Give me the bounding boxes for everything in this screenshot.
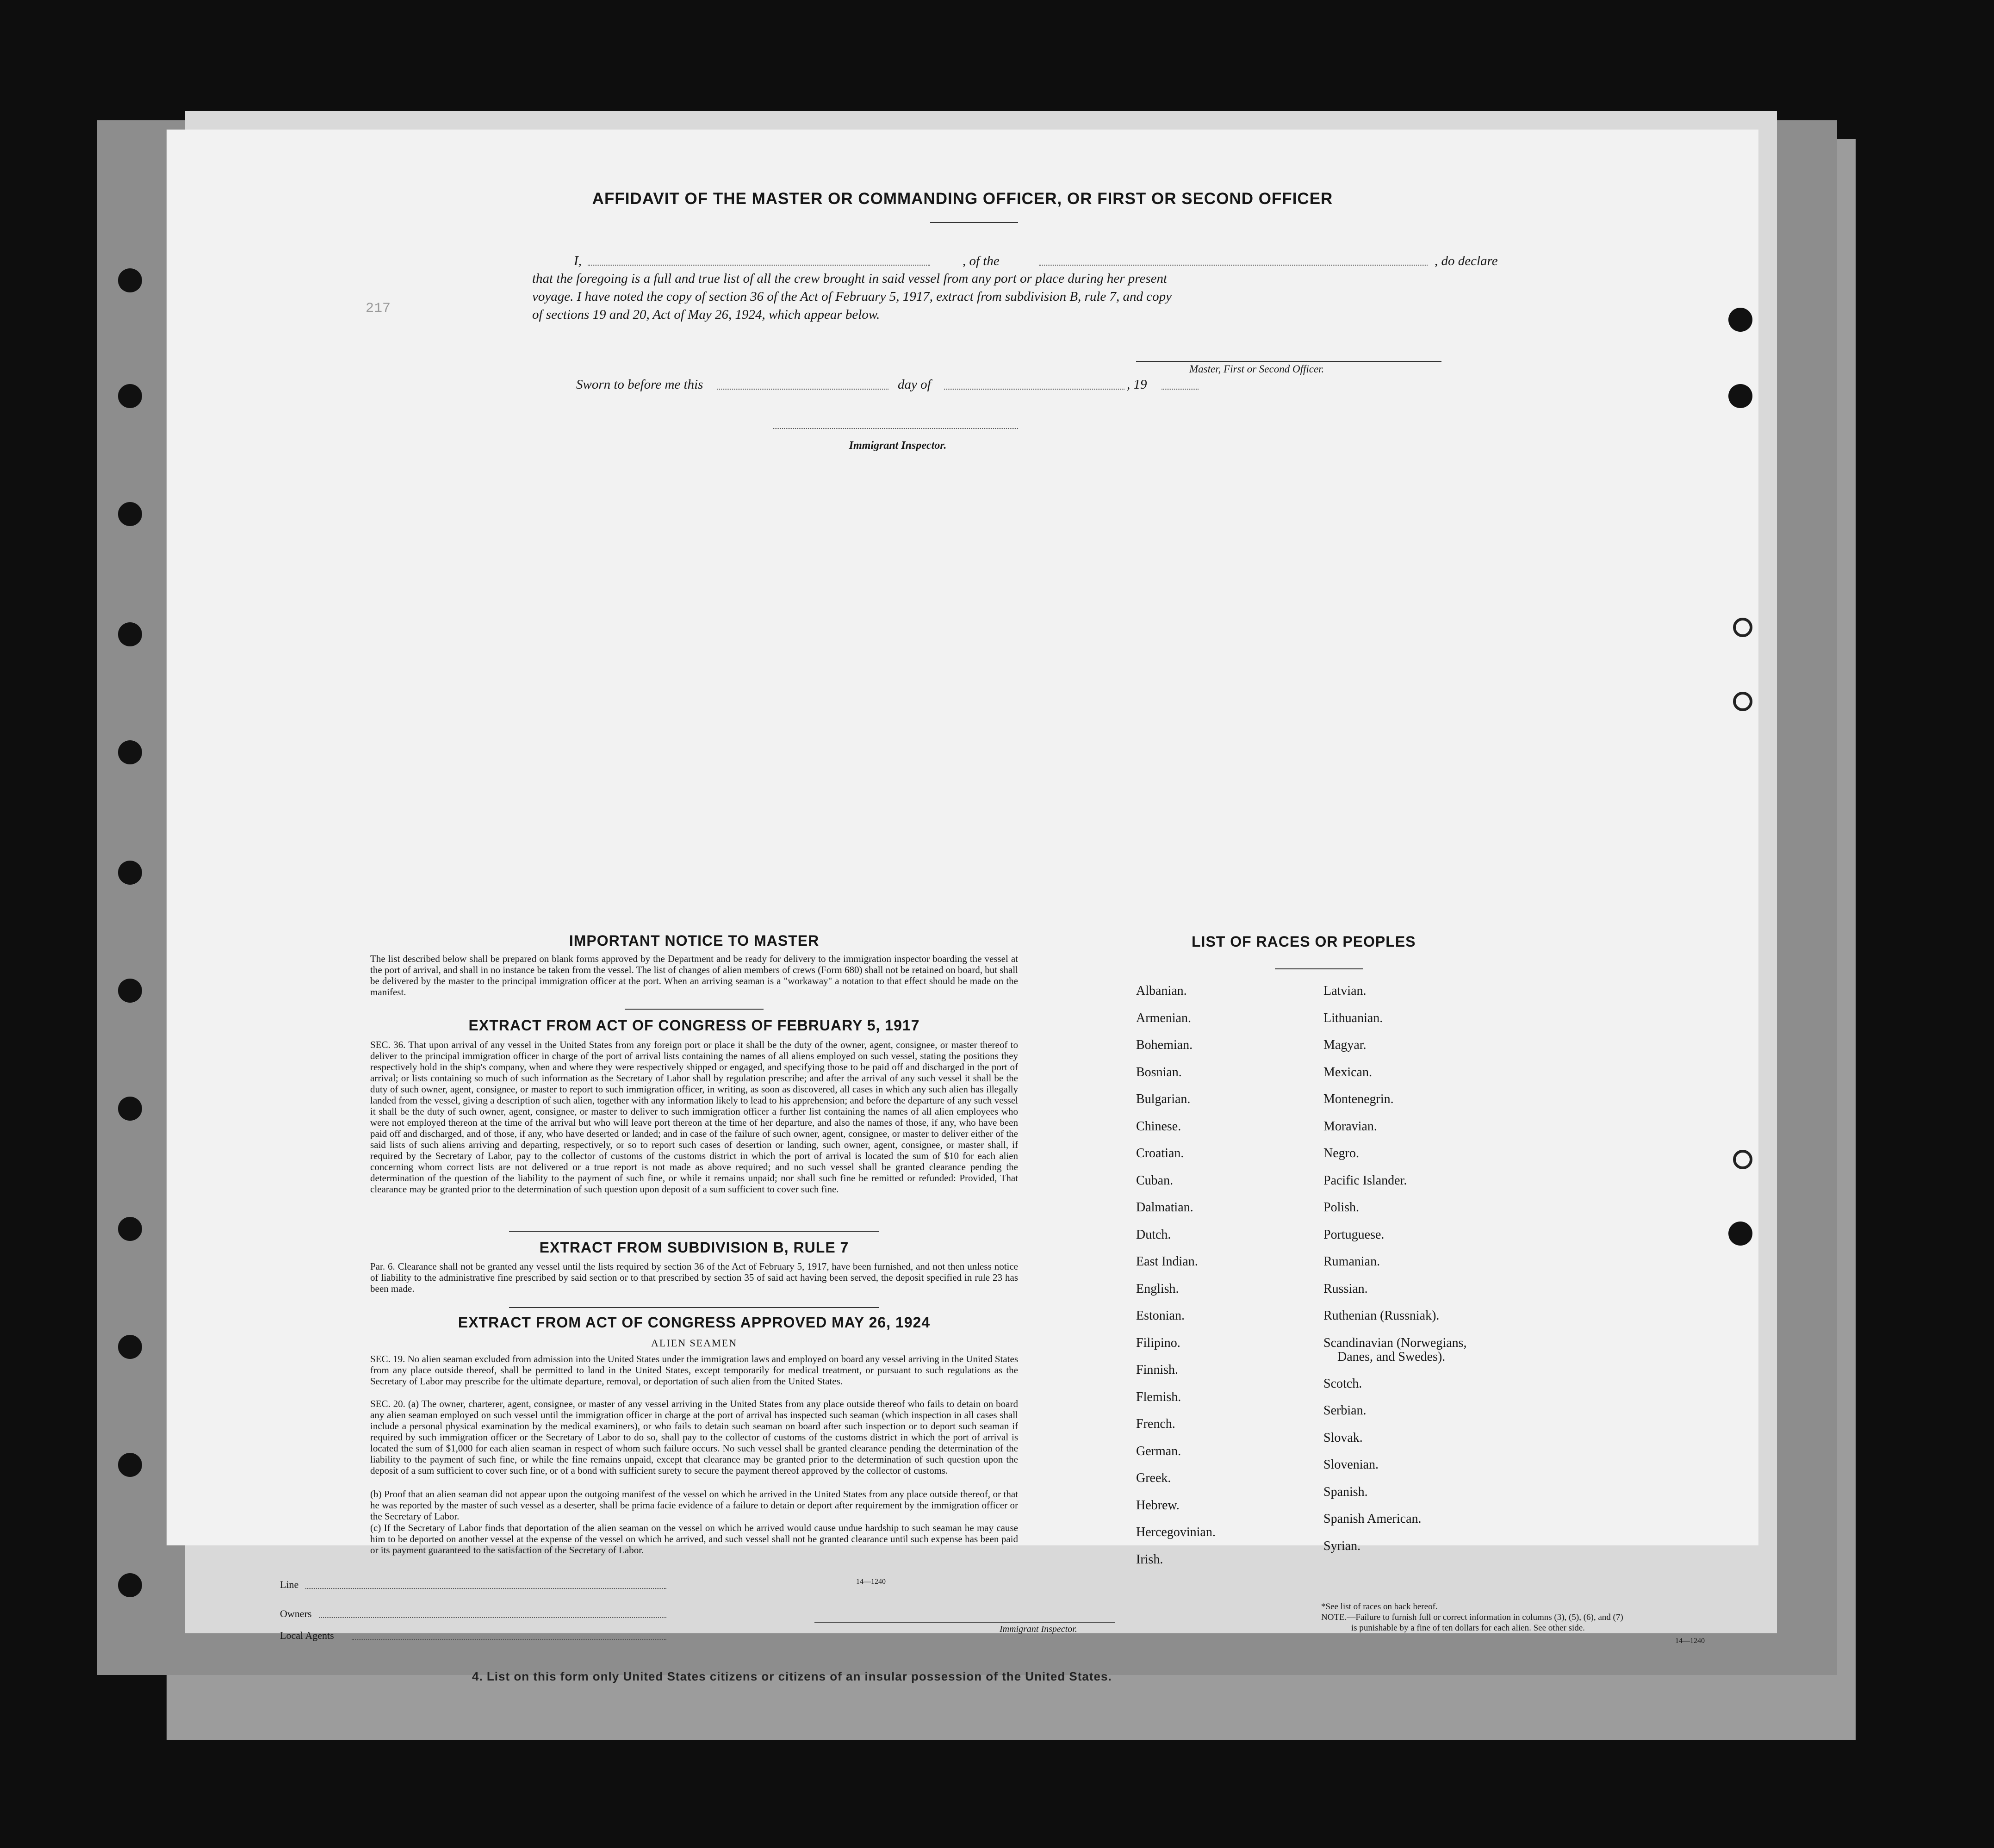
- race-item: Armenian.: [1136, 1011, 1191, 1025]
- extract-rule7-rule: [509, 1307, 879, 1308]
- race-item: English.: [1136, 1281, 1179, 1296]
- punch-hole: [118, 979, 142, 1003]
- extract-1917-body: SEC. 36. That upon arrival of any vessel in the United States from any foreign port or place it shall be the duty of the owner, agent, consignee, or master thereof to deliver to the principal immigration officer in charge of the port of arrival lists containing the names of all aliens employed on such vessel, stating the positions they respectively hold in the ship's company, when and where they were respectively shipped or engaged, and specifying those to be paid off and discharged in the port of arrival; or lists containing so much of such information as the Secretary of Labor shall by regulation prescribe; and after the arrival of any such vessel it shall be the duty of such owner, agent, consignee, or master to report to such immigration officer, in writing, as soon as discovered, all cases in which any such alien has illegally landed from the vessel, giving a description of such alien, together with any information likely to lead to his apprehension; and before the departure of any such vessel it shall be the duty of such owner, agent, consignee, or master to deliver to such immigration officer a further list containing the names of all alien employees who were not employed thereon at the time of the arrival but who will leave port thereon at the time of her departure, and also the names of those, if any, who have been paid off and discharged, and of those, if any, who have deserted or landed; and in case of the failure of such owner, agent, consignee, or master to deliver either of the said lists of such aliens arriving and departing, respectively, or so to report such cases of desertion or landing, such owner, agent, consignee, or master shall, if required by the Secretary of Labor, pay to the collector of customs of the customs district in which the port of arrival is located the sum of $10 for each alien concerning whom correct lists are not delivered or a true report is not made as above required; and no such vessel shall be granted clearance pending the determination of the question of the liability to the payment of such fine, or while it remains unpaid; nor shall such fine be remitted or refunded: Provided, That clearance may be granted prior to the determination of such question upon deposit of a sum sufficient to cover such fine.: [370, 1039, 1018, 1195]
- sworn-prefix: Sworn to before me this: [576, 377, 703, 392]
- race-item: Bosnian.: [1136, 1065, 1182, 1079]
- race-item: Chinese.: [1136, 1119, 1181, 1134]
- race-item: Estonian.: [1136, 1308, 1185, 1323]
- sworn-year-field: [1162, 389, 1199, 390]
- race-item: Hebrew.: [1136, 1498, 1180, 1513]
- race-item: Irish.: [1136, 1552, 1163, 1567]
- race-item: Hercegovinian.: [1136, 1525, 1216, 1539]
- affidavit-i: I,: [574, 254, 582, 268]
- race-item: Latvian.: [1323, 984, 1367, 998]
- race-item: Spanish.: [1323, 1484, 1368, 1499]
- race-item: Flemish.: [1136, 1389, 1181, 1404]
- race-item: Polish.: [1323, 1200, 1360, 1215]
- race-item: Croatian.: [1136, 1146, 1184, 1160]
- race-item: Danes, and Swedes).: [1337, 1349, 1446, 1364]
- sworn-day-of: day of: [898, 377, 931, 392]
- underlying-form-number: 14—1240: [1675, 1637, 1705, 1645]
- affidavit-of-the: , of the: [963, 254, 1000, 268]
- notice-rule: [625, 1009, 764, 1010]
- punch-hole: [118, 861, 142, 885]
- alien-seamen-subtitle: ALIEN SEAMEN: [651, 1337, 737, 1349]
- officer-name-field: [588, 265, 930, 266]
- failure-note-cont: is punishable by a fine of ten dollars for each alien. See other side.: [1351, 1623, 1585, 1633]
- race-item: Ruthenian (Russniak).: [1323, 1308, 1440, 1323]
- punch-hole: [118, 740, 142, 764]
- race-item: Scotch.: [1323, 1376, 1362, 1391]
- race-item: Magyar.: [1323, 1038, 1367, 1052]
- extract-rule7-body: Par. 6. Clearance shall not be granted any vessel until the lists required by section 36 of the Act of February 5, 1917, have been furnished, and not then unless notice of liability to the administrative fine prescribed by said section or to that prescribed by section 35 of said act having been served, the deposit specified in rule 23 has been made.: [370, 1261, 1018, 1294]
- punch-hole: [118, 1097, 142, 1121]
- race-item: Bohemian.: [1136, 1038, 1193, 1052]
- race-item: Slovenian.: [1323, 1457, 1379, 1472]
- punch-hole: [1733, 692, 1752, 711]
- sworn-day-field: [717, 389, 888, 390]
- punch-hole: [118, 502, 142, 526]
- section-20c: (c) If the Secretary of Labor finds that deportation of the alien seaman on the vessel on which he arrived would cause undue hardship to such seaman he may cause him to be deported on another vessel at the expense of the vessel on which he arrived, and such vessel shall not be granted clearance until such expense has been paid or its payment guaranteed to the satisfaction of the Secretary of Labor.: [370, 1522, 1018, 1556]
- owners-label: Owners: [280, 1608, 312, 1619]
- citizens-instruction: 4. List on this form only United States citizens or citizens of an insular possession of the United States.: [472, 1669, 1112, 1683]
- race-item: Moravian.: [1323, 1119, 1377, 1134]
- race-item: Serbian.: [1323, 1403, 1367, 1418]
- race-item: Negro.: [1323, 1146, 1359, 1160]
- race-item: Syrian.: [1323, 1538, 1361, 1553]
- punch-hole: [1728, 308, 1752, 332]
- race-item: Pacific Islander.: [1323, 1173, 1407, 1188]
- race-item: Dalmatian.: [1136, 1200, 1193, 1215]
- local-agents-field: [352, 1639, 666, 1640]
- punch-hole: [118, 1573, 142, 1597]
- punch-hole: [1733, 1150, 1752, 1169]
- race-item: Montenegrin.: [1323, 1092, 1394, 1106]
- race-item: German.: [1136, 1444, 1181, 1458]
- race-item: Slovak.: [1323, 1430, 1363, 1445]
- section-19: SEC. 19. No alien seaman excluded from admission into the United States under the immigration laws and employed on board any vessel arriving in the United States from any place outside thereof, shall be permitted to land in the United States, except temporarily for medical treatment, or pursuant to such regulations as the Secretary of Labor may prescribe for the ultimate departure, removal, or deportation of such alien from the United States.: [370, 1353, 1018, 1387]
- vessel-name-field: [1039, 265, 1428, 266]
- races-note: *See list of races on back hereof.: [1321, 1602, 1438, 1612]
- extract-1924-title: EXTRACT FROM ACT OF CONGRESS APPROVED MAY 26, 1924: [458, 1314, 931, 1331]
- handwritten-page-number: 217: [366, 301, 391, 316]
- affidavit-title: AFFIDAVIT OF THE MASTER OR COMMANDING OFFICER, OR FIRST OR SECOND OFFICER: [592, 190, 1333, 208]
- section-20a: SEC. 20. (a) The owner, charterer, agent, consignee, or master of any vessel arriving in the United States from any place outside thereof who fails to detain on board any alien seaman employed on such vessel until the immigration officer in charge at the port of arrival has inspected such seaman (which inspection in all cases shall include a personal physical examination by the medical examiners), or who fails to detain such seaman on board after such inspection or to deport such seaman if required by such immigration officer or the Secretary of Labor to do so, shall pay to the collector of customs of the customs district in which the port of arrival is located the sum of $1,000 for each alien seaman in respect of whom such failure occurs. No such vessel shall be granted clearance pending the determination of the liability to the payment of such fine, or while the fine remains unpaid, except that clearance may be granted prior to the determination of such question upon the deposit of a sum sufficient to cover such fine, or of a bond with sufficient surety to secure the payment thereof approved by the collector of customs.: [370, 1398, 1018, 1476]
- punch-hole: [118, 268, 142, 292]
- inspector-caption: Immigrant Inspector.: [849, 440, 947, 452]
- affidavit-line-4: of sections 19 and 20, Act of May 26, 1924, which appear below.: [532, 307, 880, 322]
- race-item: Cuban.: [1136, 1173, 1174, 1188]
- race-item: Spanish American.: [1323, 1512, 1422, 1526]
- race-item: Russian.: [1323, 1281, 1368, 1296]
- punch-hole: [1728, 384, 1752, 408]
- line-field: [305, 1588, 666, 1589]
- sworn-year: , 19: [1127, 377, 1147, 392]
- master-signature-caption: Master, First or Second Officer.: [1189, 363, 1324, 375]
- race-item: Albanian.: [1136, 984, 1187, 998]
- races-column-1: [1136, 978, 1216, 1573]
- race-item: Rumanian.: [1323, 1254, 1380, 1269]
- inspector-signature-line: [773, 428, 1018, 429]
- notice-title: IMPORTANT NOTICE TO MASTER: [569, 932, 820, 949]
- punch-hole: [118, 1453, 142, 1477]
- race-item: Lithuanian.: [1323, 1011, 1383, 1025]
- races-rule: [1275, 968, 1363, 969]
- sworn-month-field: [944, 389, 1124, 390]
- race-item: East Indian.: [1136, 1254, 1198, 1269]
- punch-hole: [1733, 618, 1752, 637]
- underlying-inspector-signature-line: [814, 1622, 1115, 1623]
- notice-body: The list described below shall be prepared on blank forms approved by the Department and be ready for delivery to the immigration inspector boarding the vessel at the port of arrival, and shall in no instance be taken from the vessel. The list of changes of alien members of crews (Form 680) shall not be retained on board, but shall be delivered by the master to the principal immigration officer at the port. When an arriving seaman is a "workaway" a notation to that effect should be made on the manifest.: [370, 953, 1018, 998]
- master-signature-line: [1136, 361, 1441, 362]
- races-title: LIST OF RACES OR PEOPLES: [1192, 933, 1416, 950]
- affidavit-do-declare: , do declare: [1435, 254, 1498, 268]
- underlying-inspector-caption: Immigrant Inspector.: [1000, 1624, 1077, 1634]
- owners-field: [319, 1617, 666, 1618]
- race-item: Greek.: [1136, 1471, 1171, 1485]
- race-item: Scandinavian (Norwegians,: [1323, 1335, 1467, 1350]
- extract-rule7-title: EXTRACT FROM SUBDIVISION B, RULE 7: [539, 1239, 849, 1256]
- form-number: 14—1240: [856, 1578, 886, 1586]
- race-item: Portuguese.: [1323, 1227, 1385, 1242]
- local-agents-label: Local Agents: [280, 1630, 334, 1641]
- race-item: Mexican.: [1323, 1065, 1372, 1079]
- affidavit-line-2: that the foregoing is a full and true list of all the crew brought in said vessel from any port or place during her present: [532, 271, 1168, 286]
- extract-1917-rule: [509, 1231, 879, 1232]
- race-item: Finnish.: [1136, 1363, 1179, 1377]
- line-label: Line: [280, 1579, 299, 1590]
- failure-note: NOTE.—Failure to furnish full or correct information in columns (3), (5), (6), and (7): [1321, 1612, 1623, 1622]
- race-item: French.: [1136, 1417, 1175, 1431]
- punch-hole: [118, 1335, 142, 1359]
- extract-1917-title: EXTRACT FROM ACT OF CONGRESS OF FEBRUARY 5, 1917: [468, 1017, 920, 1034]
- affidavit-line-3: voyage. I have noted the copy of section 36 of the Act of February 5, 1917, extract from subdivision B, rule 7, and copy: [532, 289, 1172, 304]
- title-rule: [930, 222, 1018, 223]
- punch-hole: [118, 1217, 142, 1241]
- race-item: Bulgarian.: [1136, 1092, 1191, 1106]
- races-column-2: [1323, 978, 1466, 1560]
- race-item: Filipino.: [1136, 1335, 1180, 1350]
- punch-hole: [118, 384, 142, 408]
- punch-hole: [1728, 1222, 1752, 1246]
- punch-hole: [118, 622, 142, 646]
- race-item: Dutch.: [1136, 1227, 1171, 1242]
- section-20b: (b) Proof that an alien seaman did not appear upon the outgoing manifest of the vessel on which he arrived in the United States from any place outside thereof, or that he was reported by the master of such vessel as a deserter, shall be prima facie evidence of a failure to detain or deport after requirement by the immigration officer or the Secretary of Labor.: [370, 1488, 1018, 1522]
